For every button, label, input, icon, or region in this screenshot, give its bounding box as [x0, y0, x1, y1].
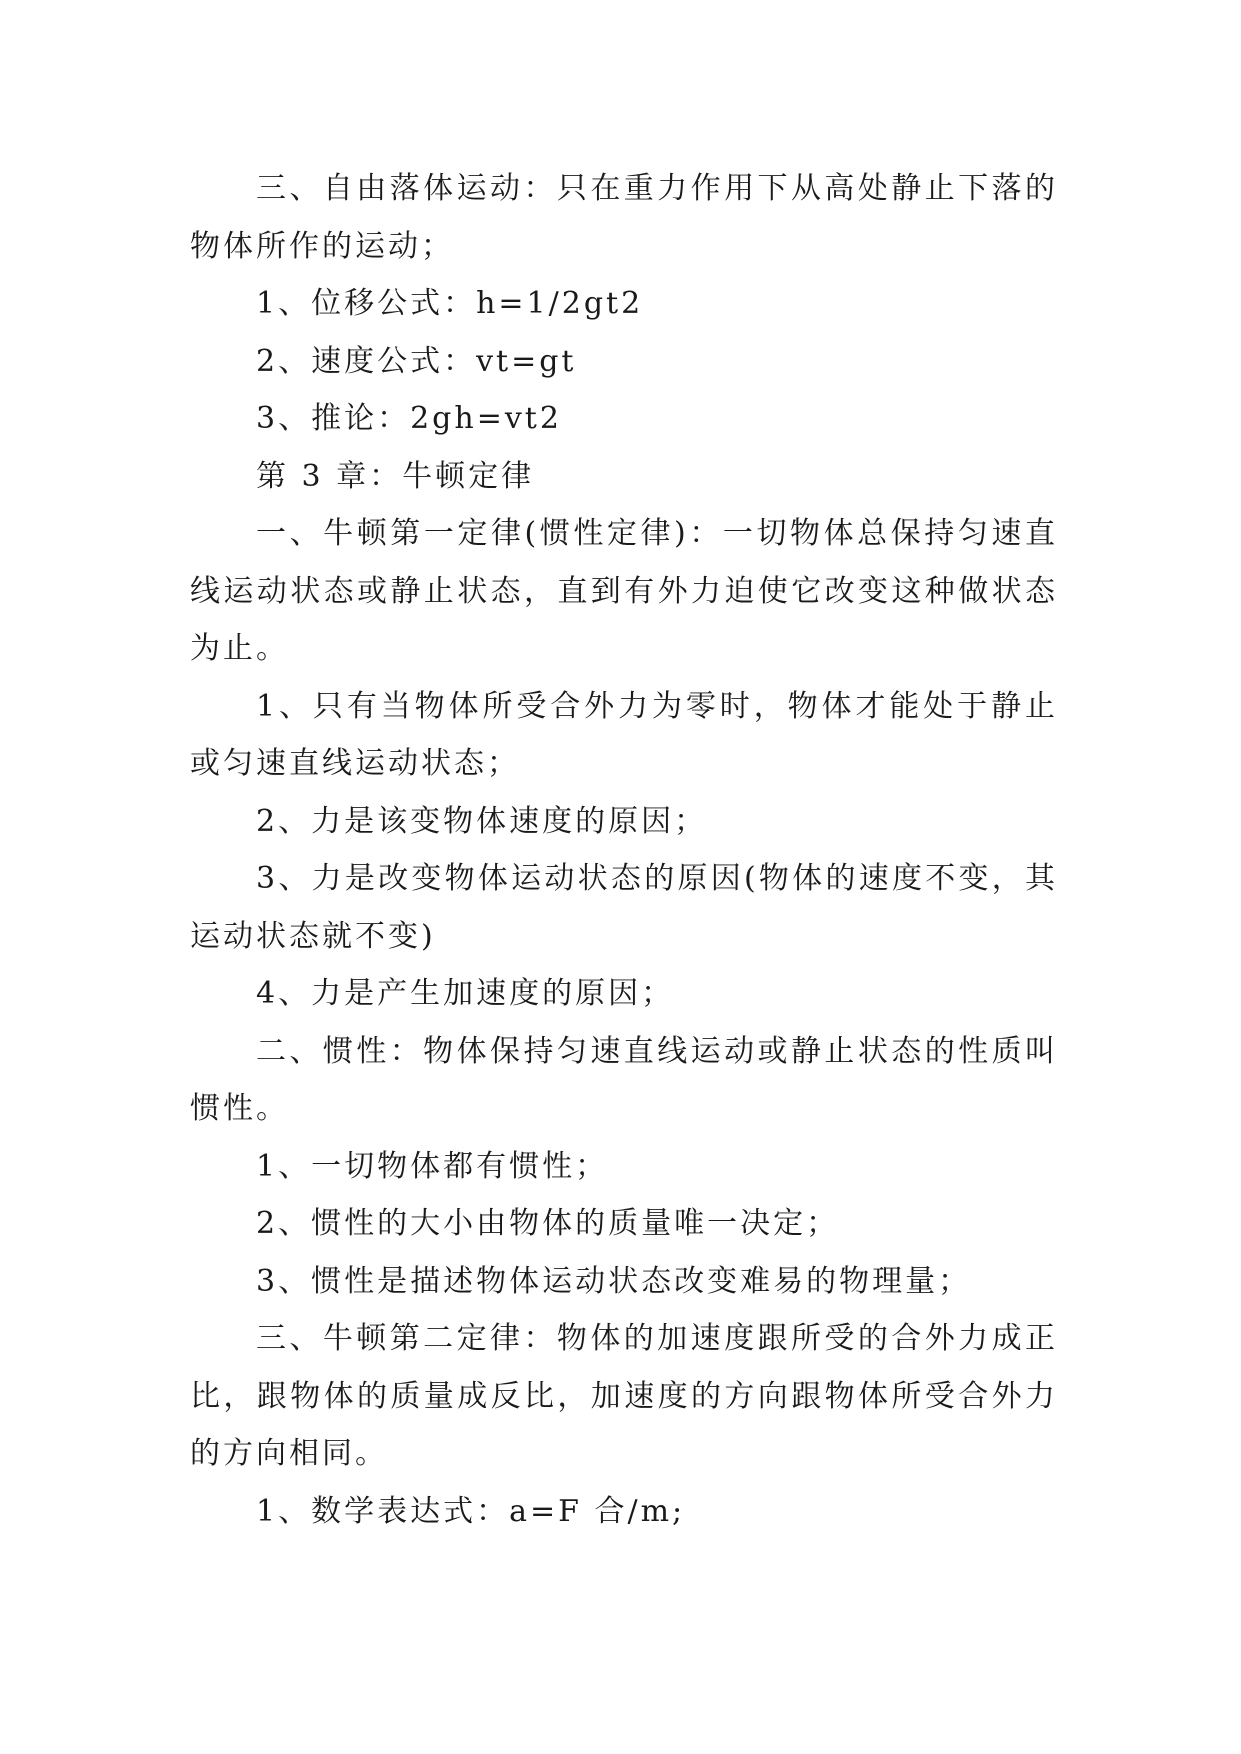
- list-item: 2、力是该变物体速度的原因；: [256, 803, 708, 839]
- list-item: 2、速度公式：vt=gt: [256, 343, 577, 379]
- list-item: 1、一切物体都有惯性；: [256, 1148, 609, 1184]
- list-item: 3、惯性是描述物体运动状态改变难易的物理量；: [256, 1263, 972, 1299]
- document-body: [190, 160, 1058, 1540]
- list-item: 1、数学表达式：a=F 合/m;: [256, 1493, 686, 1529]
- list-item: 3、力是改变物体运动状态的原因(物体的速度不变，其运动状态就不变): [190, 861, 1058, 954]
- section-heading-first-law: 一、牛顿第一定律(惯性定律)：一切物体总保持匀速直线运动状态或静止状态，直到有外力迫使它改变这种做状态为止。: [190, 516, 1058, 666]
- chapter-heading: 第 3 章：牛顿定律: [256, 458, 535, 494]
- section-heading-inertia: 二、惯性：物体保持匀速直线运动或静止状态的性质叫惯性。: [190, 1033, 1058, 1126]
- list-item: 3、推论：2gh=vt2: [256, 401, 562, 436]
- list-item: 2、惯性的大小由物体的质量唯一决定；: [256, 1206, 840, 1241]
- list-item: 1、只有当物体所受合外力为零时，物体才能处于静止或匀速直线运动状态；: [190, 688, 1058, 781]
- section-heading-free-fall: 三、自由落体运动：只在重力作用下从高处静止下落的物体所作的运动；: [190, 171, 1058, 264]
- section-heading-second-law: 三、牛顿第二定律：物体的加速度跟所受的合外力成正比，跟物体的质量成反比，加速度的方向跟物体所受合外力的方向相同。: [190, 1321, 1058, 1471]
- list-item: 1、位移公式：h=1/2gt2: [256, 286, 644, 321]
- list-item: 4、力是产生加速度的原因；: [256, 976, 675, 1011]
